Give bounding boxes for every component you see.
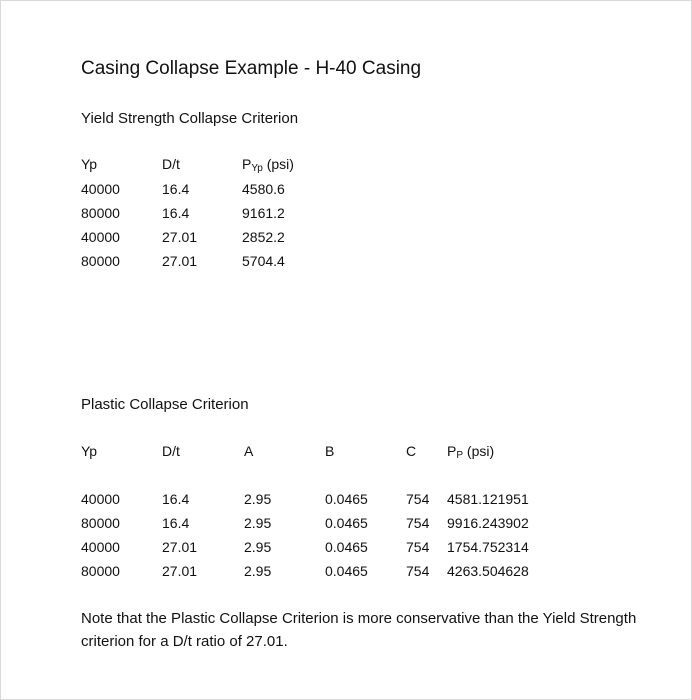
- yield-cell-dt: 16.4: [162, 205, 190, 221]
- plastic-cell-c: 754: [406, 563, 430, 579]
- yield-cell-dt: 27.01: [162, 229, 198, 245]
- yield-cell-pressure: 9161.2: [242, 205, 285, 221]
- plastic-header-pressure: $P_P$ (psi): [447, 443, 495, 461]
- plastic-header-b: B: [325, 443, 335, 459]
- plastic-cell-pressure: 9916.243902: [447, 515, 529, 531]
- plastic-cell-pressure: 4581.121951: [447, 491, 529, 507]
- yield-cell-yp: 40000: [81, 181, 120, 197]
- yield-cell-pressure: 2852.2: [242, 229, 285, 245]
- yield-cell-pressure: 4580.6: [242, 181, 285, 197]
- plastic-cell-pressure: 1754.752314: [447, 539, 529, 555]
- yield-cell-dt: 27.01: [162, 253, 198, 269]
- plastic-cell-yp: 80000: [81, 563, 120, 579]
- plastic-cell-a: 2.95: [244, 563, 272, 579]
- plastic-cell-yp: 80000: [81, 515, 120, 531]
- yield-header-yp: Yp: [81, 156, 98, 172]
- yield-cell-pressure: 5704.4: [242, 253, 285, 269]
- plastic-cell-a: 2.95: [244, 539, 272, 555]
- plastic-cell-c: 754: [406, 515, 430, 531]
- plastic-cell-b: 0.0465: [325, 563, 368, 579]
- plastic-header-yp: Yp: [81, 443, 98, 459]
- plastic-cell-dt: 16.4: [162, 491, 190, 507]
- plastic-cell-b: 0.0465: [325, 515, 368, 531]
- page-title: Casing Collapse Example - H-40 Casing: [81, 58, 422, 79]
- yield-section-heading: Yield Strength Collapse Criterion: [81, 110, 299, 127]
- yield-cell-yp: 40000: [81, 229, 120, 245]
- plastic-header-a: A: [244, 443, 254, 459]
- plastic-cell-yp: 40000: [81, 539, 120, 555]
- yield-cell-yp: 80000: [81, 253, 120, 269]
- plastic-cell-pressure: 4263.504628: [447, 563, 529, 579]
- plastic-cell-b: 0.0465: [325, 539, 368, 555]
- yield-header-pressure: $P_{Yp}$ (psi): [242, 156, 294, 174]
- conclusion-note: Note that the Plastic Collapse Criterion is more conservative than the Yield Strength criterion for a D/t ratio of 27.01.: [81, 610, 637, 650]
- plastic-cell-b: 0.0465: [325, 491, 368, 507]
- plastic-cell-dt: 27.01: [162, 539, 198, 555]
- plastic-cell-dt: 16.4: [162, 515, 190, 531]
- plastic-cell-yp: 40000: [81, 491, 120, 507]
- plastic-cell-c: 754: [406, 539, 430, 555]
- plastic-cell-c: 754: [406, 491, 430, 507]
- plastic-header-dt: D/t: [162, 443, 180, 459]
- plastic-section-heading: Plastic Collapse Criterion: [81, 396, 249, 413]
- plastic-cell-dt: 27.01: [162, 563, 198, 579]
- yield-header-dt: D/t: [162, 156, 180, 172]
- plastic-cell-a: 2.95: [244, 491, 272, 507]
- plastic-header-c: C: [406, 443, 417, 459]
- plastic-cell-a: 2.95: [244, 515, 272, 531]
- yield-cell-yp: 80000: [81, 205, 120, 221]
- yield-cell-dt: 16.4: [162, 181, 190, 197]
